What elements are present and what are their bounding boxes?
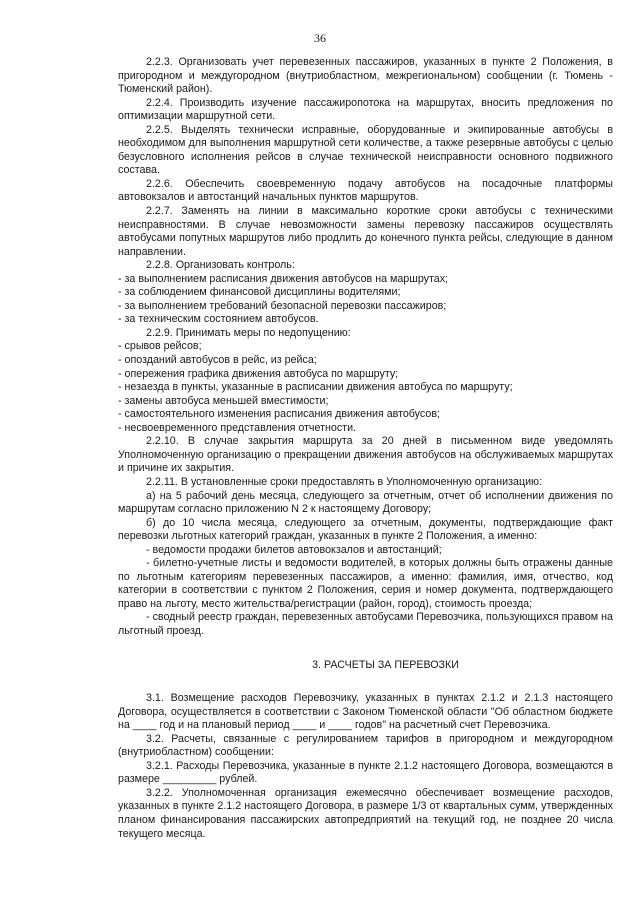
- list-item: - замены автобуса меньшей вместимости;: [118, 394, 329, 407]
- paragraph: - сводный реестр граждан, перевезенных автобусами Перевозчика, пользующихся правом на льготный проезд.: [118, 611, 613, 637]
- paragraph: 2.2.10. В случае закрытия маршрута за 20 дней в письменном виде уведомлять Уполномоченную организацию о прекращении движения автобусов на обслуживаемых маршрутах и причине их закрытия.: [118, 435, 613, 475]
- paragraph: - билетно-учетные листы и ведомости водителей, в которых должны быть отражены данные по льготным категориям перевезенных пассажиров, а именно: фамилия, имя, отчество, код категории в соответствии с пунктом 2 Положения, серия и номер документа, подтверждающего право на льготу, место жительства/регистрации (район, город), стоимость проезда;: [118, 557, 613, 610]
- paragraph: 2.2.11. В установленные сроки предоставлять в Уполномоченную организацию:: [146, 475, 543, 488]
- page-number: 36: [314, 31, 326, 45]
- paragraph: 2.2.3. Организовать учет перевезенных пассажиров, указанных в пункте 2 Положения, в пригородном и междугородном (внутриобластном, межрегиональном) сообщении (г. Тюмень - Тюменский район).: [118, 56, 613, 96]
- paragraph: 2.2.4. Производить изучение пассажиропотока на маршрутах, вносить предложения по оптимизации маршрутной сети.: [118, 96, 613, 123]
- paragraph: - ведомости продажи билетов автовокзалов и автостанций;: [146, 543, 442, 556]
- list-item: - за выполнением требований безопасной перевозки пассажиров;: [118, 299, 447, 312]
- list-item: - срывов рейсов;: [118, 340, 202, 353]
- section-3-paragraphs: [118, 692, 613, 841]
- list-item: - за выполнением расписания движения автобусов на маршрутах;: [118, 272, 449, 285]
- paragraph: 2.2.7. Заменять на линии в максимально короткие сроки автобусы с техническими неисправностями. В случае невозможности замены перевозку пассажиров осуществлять автобусами попутных маршрутов либо продлить до конечного пункта рейсы, следующие в данном направлении.: [118, 205, 613, 258]
- list-item: - опережения графика движения автобуса по маршруту;: [118, 367, 399, 380]
- paragraph: 3.1. Возмещение расходов Перевозчику, указанных в пунктах 2.1.2 и 2.1.3 настоящего Договора, осуществляется в соответствии с Законом Тюменской области "Об областном бюджете на ____ год и на плановый период ____ и ____ годов" на расчетный счет Перевозчика.: [118, 692, 613, 732]
- list-item: - самостоятельного изменения расписания движения автобусов;: [118, 408, 440, 421]
- spacer: [118, 639, 613, 659]
- paragraph: 3.2.2. Уполномоченная организация ежемесячно обеспечивает возмещение расходов, указанных в пункте 2.1.2 настоящего Договора, в размере 1/3 от квартальных сумм, утвержденных планом финансирования пассажирских автопредприятий на текущий год, не позднее 20 числа текущего месяца.: [118, 786, 613, 840]
- paragraph: 2.2.6. Обеспечить своевременную подачу автобусов на посадочные платформы автовокзалов и автостанций начальных пунктов маршрутов.: [118, 177, 613, 204]
- paragraph: 3.2. Расчеты, связанные с регулированием тарифов в пригородном и междугородном (внутриобластном) сообщении:: [118, 732, 613, 759]
- section-2-paragraphs: [118, 56, 613, 639]
- document-body: [118, 56, 613, 841]
- list-item: - опозданий автобусов в рейс, из рейса;: [118, 354, 317, 367]
- list-item: - несвоевременного представления отчетности.: [118, 421, 357, 434]
- spacer: [118, 672, 613, 692]
- paragraph: 2.2.5. Выделять технически исправные, оборудованные и экипированные автобусы в необходимом для выполнения маршрутной сети количестве, а также резервные автобусы с целью безусловного исполнения рейсов в случае технической неисправности основного подвижного состава.: [118, 123, 613, 177]
- section-heading: 3. РАСЧЕТЫ ЗА ПЕРЕВОЗКИ: [312, 658, 459, 671]
- paragraph: а) на 5 рабочий день месяца, следующего за отчетным, отчет об исполнении движения по маршрутам согласно приложению N 2 к настоящему Договору;: [118, 489, 613, 516]
- list-item: - за техническим состоянием автобусов.: [118, 313, 319, 326]
- paragraph: 2.2.8. Организовать контроль:: [146, 259, 295, 272]
- list-item: - незаезда в пункты, указанные в расписании движения автобуса по маршруту;: [118, 381, 513, 394]
- paragraph: б) до 10 числа месяца, следующего за отчетным, документы, подтверждающие факт перевозки льготных категорий граждан, указанных в пункте 2 Положения, а именно:: [118, 516, 613, 543]
- list-item: - за соблюдением финансовой дисциплины водителями;: [118, 286, 401, 299]
- paragraph: 3.2.1. Расходы Перевозчика, указанные в пункте 2.1.2 настоящего Договора, возмещаются в размере _________ рублей.: [118, 759, 613, 786]
- paragraph: 2.2.9. Принимать меры по недопущению:: [146, 326, 351, 339]
